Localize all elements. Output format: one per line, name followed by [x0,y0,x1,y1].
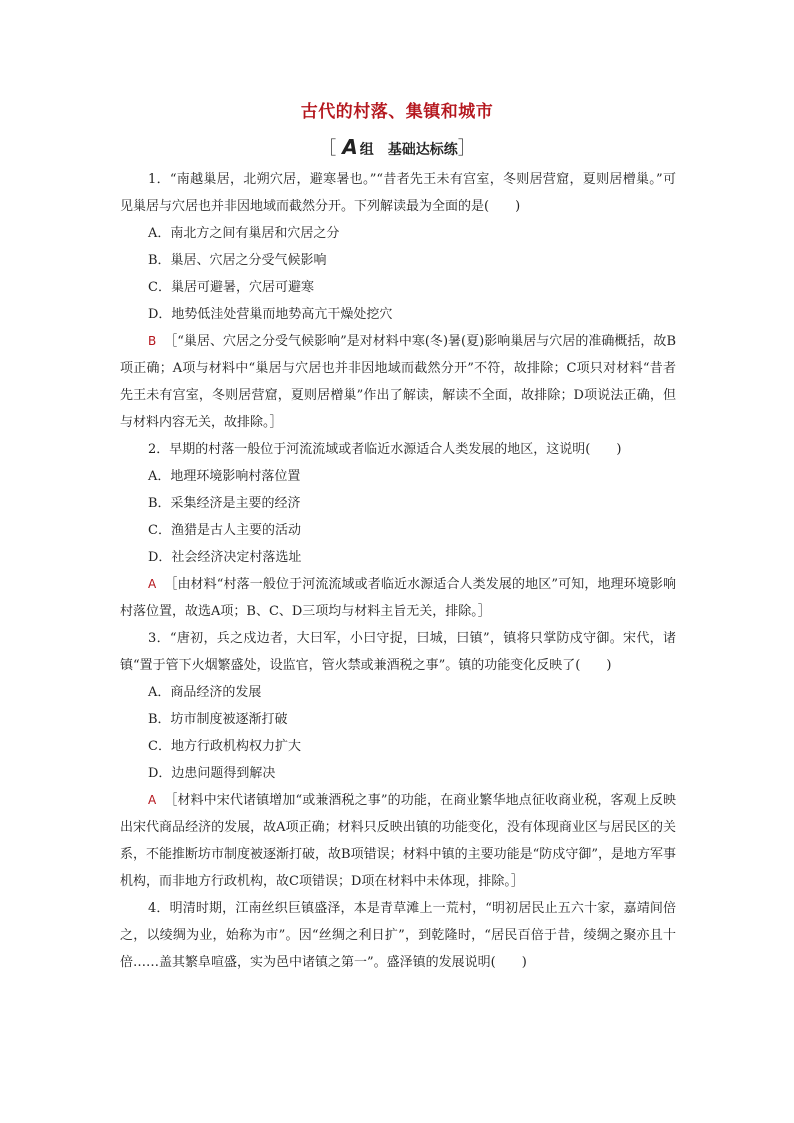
answer-letter: B [148,334,157,348]
question-2-option-b: B．采集经济是主要的经济 [148,496,301,511]
question-2-stem: 2．早期的村落一般位于河流流域或者临近水源适合人类发展的地区，这说明( ) [148,442,622,457]
answer-explanation: ［由材料“村落一般位于河流流域或者临近水源适合人类发展的地区”可知，地理环境影响村落位置，故选A项；B、C、D三项均与材料主旨无关，排除。］ [120,577,676,619]
question-1-stem: 1．“南越巢居，北朔穴居，避寒暑也。”“昔者先王未有宫室，冬则居营窟，夏则居橧巢。”可见巢居与穴居也并非因地域而截然分开。下列解读最为全面的是( ) [120,172,676,214]
question-4-stem: 4．明清时期，江南丝织巨镇盛泽，本是青草滩上一荒村，“明初居民止五六十家，嘉靖间倍之，以绫绸为业，始称为市”。因“丝绸之利日扩”，到乾隆时，“居民百倍于昔，绫绸之聚亦且十倍……盖其繁阜喧盛，实为邑中诸镇之第一”。盛泽镇的发展说明( ) [120,901,676,970]
question-1-option-c: C．巢居可避暑，穴居可避寒 [148,280,314,295]
section-header [0,134,794,160]
question-1-option-b: B．巢居、穴居之分受气候影响 [148,253,327,268]
answer-letter: A [148,793,157,807]
bracket-right: ］ [457,138,476,159]
group-word: 组 [359,142,374,158]
question-1-option-d: D．地势低洼处营巢而地势高亢干燥处挖穴 [148,307,393,322]
question-3-option-a: A．商品经济的发展 [148,685,262,700]
answer-explanation: ［材料中宋代诸镇增加“或兼酒税之事”的功能，在商业繁华地点征收商业税，客观上反映出宋代商品经济的发展，故A项正确；材料只反映出镇的功能变化，没有体现商业区与居民区的关系，不能推断坊市制度被逐渐打破，故B项错误；材料中镇的主要功能是“防戍守御”，是地方军事机构，而非地方行政机构，故C项错误；D项在材料中未体现，排除。］ [120,793,676,889]
question-1-answer [120,328,676,436]
bracket-left: ［ [318,138,337,159]
group-label: 基础达标练 [387,142,458,158]
question-2-option-d: D．社会经济决定村落选址 [148,550,302,565]
question-2-answer [120,571,676,625]
answer-letter: A [148,577,157,591]
question-1-option-a: A．南北方之间有巢居和穴居之分 [148,226,340,241]
group-letter: A [342,135,358,159]
page-title: 古代的村落、集镇和城市 [300,102,494,122]
question-3-answer [120,787,676,895]
question-2-option-a: A．地理环境影响村落位置 [148,469,301,484]
answer-explanation: ［“巢居、穴居之分受气候影响”是对材料中寒(冬)暑(夏)影响巢居与穴居的准确概括，故B项正确；A项与材料中“巢居与穴居也并非因地域而截然分开”不符，故排除；C项只对材料“昔者先王未有宫室，冬则居营窟，夏则居橧巢”作出了解读，解读不全面，故排除；D项说法正确，但与材料内容无关，故排除。］ [120,334,676,430]
question-2-option-c: C．渔猎是古人主要的活动 [148,523,301,538]
question-3-stem: 3．“唐初，兵之戍边者，大曰军，小曰守捉，曰城，曰镇”，镇将只掌防戍守御。宋代，诸镇“置于管下火烟繁盛处，设监官，管火禁或兼酒税之事”。镇的功能变化反映了( ) [120,631,676,673]
question-list [120,166,676,976]
question-3-option-b: B．坊市制度被逐渐打破 [148,712,288,727]
question-3-option-d: D．边患问题得到解决 [148,766,276,781]
question-3-option-c: C．地方行政机构权力扩大 [148,739,301,754]
